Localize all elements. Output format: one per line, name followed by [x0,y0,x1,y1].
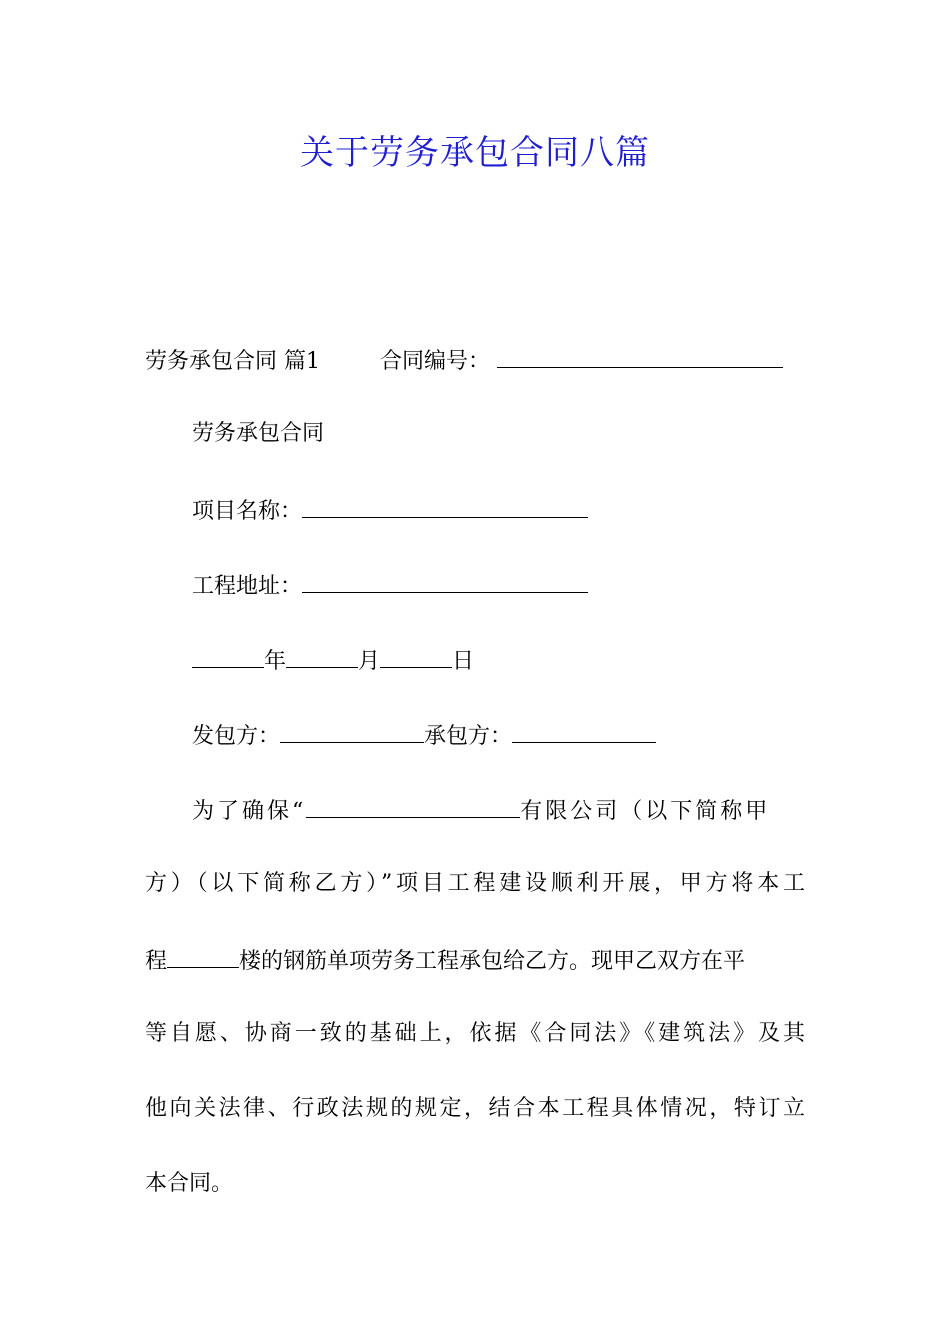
building-blank [167,943,239,968]
paragraph-line-5: 他向关法律、行政法规的规定，结合本工程具体情况，特订立 [145,1096,805,1121]
project-name-label: 项目名称： [192,499,303,524]
project-address-blank [302,568,588,593]
paragraph-line-4: 等自愿、协商一致的基础上，依据《合同法》《建筑法》及其 [145,1021,805,1046]
month-blank [286,643,358,668]
employer-blank [280,718,424,743]
project-name-blank [302,493,588,518]
paragraph-line-2: 方）（以下简称乙方）”项目工程建设顺利开展，甲方将本工 [145,871,805,896]
day-label: 日 [452,649,475,674]
paragraph-line-1 [192,793,805,828]
contract-subtitle: 劳务承包合同 [192,421,325,446]
contractor-blank [512,718,656,743]
contract-no-label: 合同编号： [380,349,491,374]
section-heading-line [145,343,783,378]
paragraph-line-6: 本合同。 [145,1171,234,1196]
para-line3-start: 程 [145,949,168,974]
year-blank [192,643,264,668]
date-line [192,643,474,678]
year-label: 年 [264,649,287,674]
project-address-label: 工程地址： [192,574,303,599]
para-line1-end: 有限公司（以下简称甲 [520,799,771,824]
project-address-line [192,568,588,603]
project-name-line [192,493,588,528]
para-line1-start: 为了确保“ [192,799,307,824]
contract-no-blank [497,343,783,368]
section-heading: 劳务承包合同 篇1 [145,349,320,374]
document-title: 关于劳务承包合同八篇 [300,133,650,173]
company-blank [306,793,520,818]
month-label: 月 [358,649,381,674]
para-line3-end: 楼的钢筋单项劳务工程承包给乙方。现甲乙双方在平 [239,949,746,974]
employer-label: 发包方： [192,724,281,749]
parties-line [192,718,656,753]
contractor-label: 承包方： [424,724,513,749]
paragraph-line-3 [145,943,745,978]
day-blank [380,643,452,668]
